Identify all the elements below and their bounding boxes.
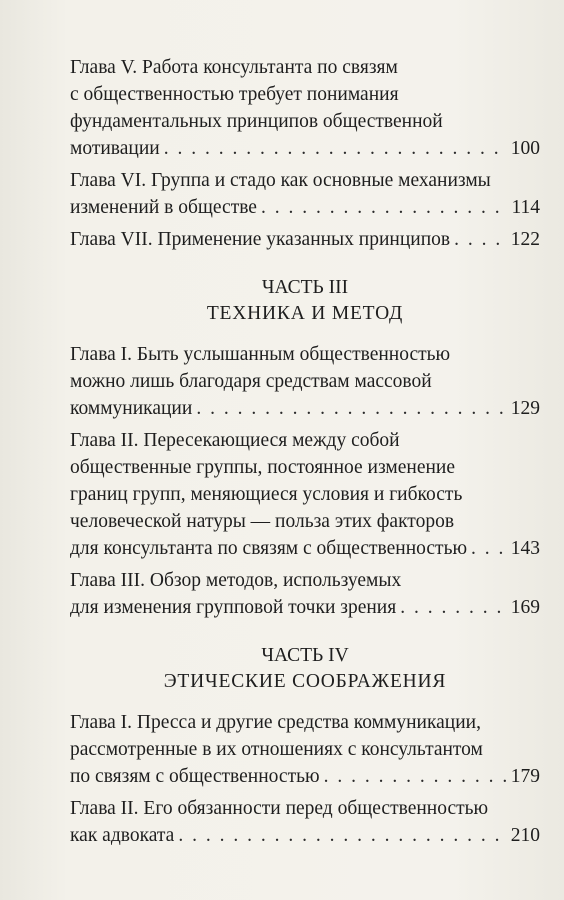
chapter-title-last-line	[70, 535, 540, 562]
part-title: ЭТИЧЕСКИЕ СООБРАЖЕНИЯ	[163, 671, 447, 692]
chapter-title-line: Глава II. Пересекающиеся между собой	[70, 430, 400, 451]
chapter-title-line: общественные группы, постоянное изменение	[70, 457, 456, 478]
toc-entry	[70, 54, 540, 162]
chapter-title-line: для изменения групповой точки зрения	[70, 597, 397, 618]
dot-leader	[400, 594, 508, 621]
toc-entry	[70, 226, 540, 253]
dot-leader	[454, 226, 508, 253]
part-heading	[70, 275, 540, 327]
part-title: ТЕХНИКА И МЕТОД	[206, 303, 404, 324]
part-heading	[70, 643, 540, 695]
chapter-title-line: для консультанта по связям с общественностью	[70, 538, 468, 559]
toc-entry	[70, 567, 540, 621]
chapter-title-line: Глава VII. Применение указанных принципов	[70, 229, 451, 250]
page-number: 100	[510, 138, 540, 159]
chapter-title-line: Глава VI. Группа и стадо как основные механизмы	[70, 170, 491, 191]
chapter-title-line: коммуникации	[70, 398, 193, 419]
page-number: 122	[510, 229, 540, 250]
dot-leader	[471, 535, 508, 562]
chapter-title-last-line	[70, 135, 540, 162]
chapter-title-line: границ групп, меняющиеся условия и гибкость	[70, 484, 463, 505]
page-number: 210	[510, 825, 540, 846]
page-number: 129	[510, 398, 540, 419]
chapter-title-last-line	[70, 594, 540, 621]
chapter-title-line: мотивации	[70, 138, 160, 159]
chapter-title-line: рассмотренные в их отношениях с консультантом	[70, 739, 483, 760]
chapter-title-line: Глава V. Работа консультанта по связям	[70, 57, 398, 78]
page-number: 143	[510, 538, 540, 559]
chapter-title-last-line	[70, 822, 540, 849]
toc-entry	[70, 427, 540, 562]
chapter-title-line: можно лишь благодаря средствам массовой	[70, 371, 432, 392]
chapter-title-line: Глава I. Пресса и другие средства коммуникации,	[70, 712, 481, 733]
chapter-title-line: человеческой натуры — польза этих факторов	[70, 511, 455, 532]
chapter-title-line: фундаментальных принципов общественной	[70, 111, 443, 132]
part-number: ЧАСТЬ III	[261, 277, 349, 298]
page-number: 179	[510, 766, 540, 787]
table-of-contents	[70, 54, 540, 854]
page-number: 169	[510, 597, 540, 618]
dot-leader	[324, 763, 508, 790]
chapter-title-last-line	[70, 395, 540, 422]
chapter-title-line: по связям с общественностью	[70, 766, 320, 787]
chapter-title-line: как адвоката	[70, 825, 175, 846]
chapter-title-line: Глава I. Быть услышанным общественностью	[70, 344, 451, 365]
dot-leader	[261, 194, 509, 221]
chapter-title-last-line	[70, 194, 540, 221]
dot-leader	[164, 135, 508, 162]
chapter-title-line: изменений в обществе	[70, 197, 257, 218]
page-number: 114	[511, 197, 540, 218]
dot-leader	[196, 395, 507, 422]
dot-leader	[178, 822, 507, 849]
chapter-title-line: Глава II. Его обязанности перед общественностью	[70, 798, 489, 819]
toc-entry	[70, 341, 540, 422]
chapter-title-last-line	[70, 226, 540, 253]
toc-entry	[70, 709, 540, 790]
chapter-title-last-line	[70, 763, 540, 790]
chapter-title-line: Глава III. Обзор методов, используемых	[70, 570, 402, 591]
chapter-title-line: с общественностью требует понимания	[70, 84, 399, 105]
toc-entry	[70, 795, 540, 849]
part-number: ЧАСТЬ IV	[261, 645, 349, 666]
toc-entry	[70, 167, 540, 221]
